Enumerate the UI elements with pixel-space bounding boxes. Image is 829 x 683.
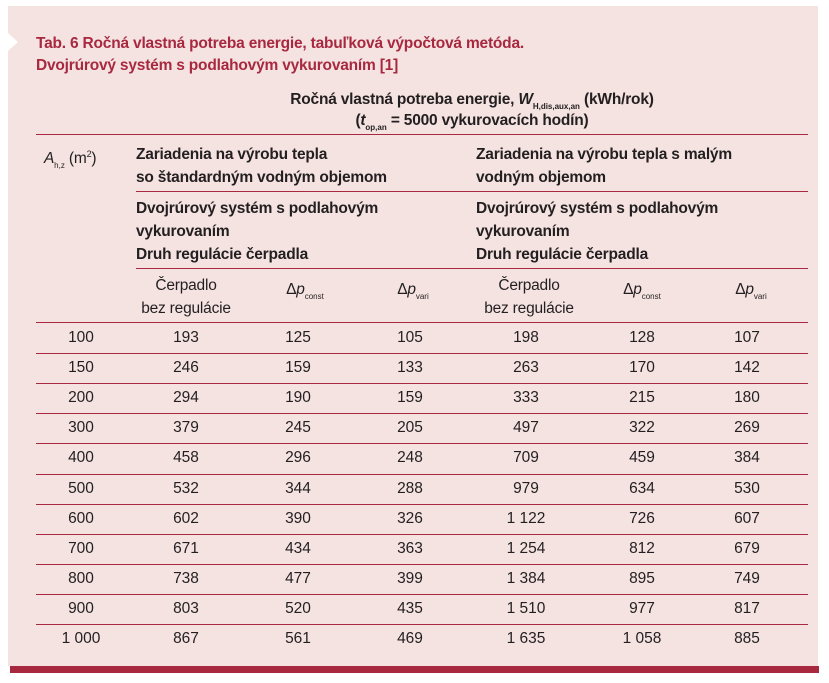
cell-pump-standard: 294 [173, 389, 199, 407]
cell-vari-standard: 435 [397, 599, 423, 617]
cell-pump-small: 497 [513, 419, 539, 437]
vari-sub: vari [415, 292, 429, 301]
cell-pump-small: 198 [513, 329, 539, 346]
caption-marker-icon [8, 33, 18, 51]
subtitle-symbol-sub: op,an [365, 123, 387, 132]
table-row [36, 594, 808, 624]
cell-pump-small: 1 122 [506, 509, 546, 527]
system-standard-line-3: Druh regulácie čerpadla [136, 246, 308, 263]
col-header-pump-standard [126, 274, 246, 320]
delta-symbol: Δ [735, 281, 746, 298]
group-rule [136, 191, 808, 192]
system-rule [136, 268, 808, 269]
delta-symbol: Δ [623, 281, 634, 298]
cell-const-standard: 477 [285, 569, 311, 587]
system-small-header [476, 197, 718, 266]
cell-vari-small: 530 [734, 479, 760, 497]
const-sub: const [304, 292, 324, 301]
cell-pump-standard: 671 [173, 539, 199, 557]
col-header-const-small [597, 278, 687, 308]
cell-pump-small: 709 [513, 449, 539, 467]
p-symbol: p [296, 281, 305, 298]
cell-area: 1 000 [61, 630, 101, 647]
cell-pump-standard: 193 [173, 329, 199, 346]
cell-vari-small: 384 [734, 449, 760, 467]
cell-vari-standard: 159 [397, 389, 423, 407]
cell-const-small: 977 [629, 599, 655, 617]
cell-vari-standard: 105 [397, 329, 423, 346]
cell-const-small: 459 [629, 449, 655, 467]
cell-pump-standard: 803 [173, 599, 199, 617]
cell-area: 900 [68, 599, 94, 617]
col-header-pump-small [469, 274, 589, 320]
col-header-vari-small [706, 278, 796, 308]
cell-vari-standard: 205 [397, 419, 423, 437]
area-symbol-sub: h,z [54, 161, 65, 171]
cell-area: 600 [68, 509, 94, 527]
col-pump-line-1: Čerpadlo [498, 277, 560, 294]
group-small-line-1: Zariadenia na výrobu tepla s malým [476, 146, 732, 163]
cell-vari-small: 679 [734, 539, 760, 557]
cell-pump-standard: 246 [173, 359, 199, 377]
subtitle-symbol: t [360, 112, 366, 129]
cell-const-standard: 520 [285, 599, 311, 617]
subtitle-open: ( [355, 112, 361, 129]
caption-line-1: Tab. 6 Ročná vlastná potreba energie, tabuľková výpočtová metóda. [36, 35, 524, 52]
cell-const-small: 1 058 [622, 630, 662, 647]
group-small-line-2: vodným objemom [476, 169, 606, 186]
cell-vari-small: 607 [734, 509, 760, 527]
table-row [36, 323, 808, 353]
table-row [36, 383, 808, 413]
delta-symbol: Δ [397, 281, 408, 298]
cell-const-standard: 245 [285, 419, 311, 437]
cell-area: 400 [68, 449, 94, 467]
cell-area: 200 [68, 389, 94, 407]
table-row [36, 504, 808, 534]
cell-const-small: 895 [629, 569, 655, 587]
area-symbol: A [44, 150, 55, 168]
cell-const-small: 812 [629, 539, 655, 557]
cell-const-standard: 344 [285, 479, 311, 497]
col-header-const-standard [260, 278, 350, 308]
cell-pump-small: 1 254 [506, 539, 546, 557]
subtitle-rest: = 5000 vykurovacích hodín) [386, 112, 589, 129]
system-small-line-2: vykurovaním [476, 223, 570, 240]
area-unit-sup: 2 [86, 149, 92, 159]
p-symbol: p [745, 281, 754, 298]
cell-vari-small: 817 [734, 599, 760, 617]
table-row [36, 443, 808, 473]
table-row [36, 564, 808, 594]
cell-const-standard: 125 [285, 329, 311, 346]
cell-vari-small: 269 [734, 419, 760, 437]
table-row [36, 624, 808, 654]
main-title-unit: (kWh/rok) [579, 91, 654, 108]
cell-pump-standard: 379 [173, 419, 199, 437]
delta-symbol: Δ [286, 281, 297, 298]
cell-pump-standard: 458 [173, 449, 199, 467]
area-unit: (m [64, 150, 87, 168]
cell-vari-small: 180 [734, 389, 760, 407]
cell-pump-standard: 738 [173, 569, 199, 587]
cell-const-small: 634 [629, 479, 655, 497]
cell-const-standard: 190 [285, 389, 311, 407]
cell-vari-standard: 248 [397, 449, 423, 467]
group-standard-line-2: so štandardným vodným objemom [136, 169, 387, 186]
cell-pump-standard: 532 [173, 479, 199, 497]
main-title-symbol-sub: H,dis,aux,an [532, 102, 580, 111]
area-unit-close: ) [91, 150, 97, 168]
cell-const-small: 726 [629, 509, 655, 527]
cell-area: 150 [68, 359, 94, 377]
caption-line-2: Dvojrúrový systém s podlahovým vykurovaním [1] [36, 57, 399, 74]
system-standard-line-1: Dvojrúrový systém s podlahovým [136, 200, 379, 217]
p-symbol: p [633, 281, 642, 298]
cell-vari-small: 749 [734, 569, 760, 587]
cell-vari-standard: 363 [397, 539, 423, 557]
cell-pump-standard: 602 [173, 509, 199, 527]
cell-const-standard: 561 [285, 630, 311, 647]
col-pump-line-1: Čerpadlo [155, 277, 217, 294]
cell-pump-small: 333 [513, 389, 539, 407]
p-symbol: p [407, 281, 416, 298]
cell-area: 800 [68, 569, 94, 587]
col-pump-line-2: bez regulácie [484, 300, 574, 317]
cell-pump-small: 979 [513, 479, 539, 497]
system-standard-line-2: vykurovaním [136, 223, 230, 240]
col-pump-line-2: bez regulácie [141, 300, 231, 317]
bottom-accent-bar [10, 666, 819, 673]
table-row [36, 474, 808, 504]
main-title-prefix: Ročná vlastná potreba energie, [290, 91, 519, 108]
cell-const-standard: 390 [285, 509, 311, 527]
cell-vari-standard: 288 [397, 479, 423, 497]
group-standard-header [136, 143, 387, 189]
cell-area: 500 [68, 479, 94, 497]
table-row [36, 353, 808, 383]
cell-const-standard: 159 [285, 359, 311, 377]
cell-area: 300 [68, 419, 94, 437]
vari-sub: vari [753, 292, 767, 301]
group-standard-line-1: Zariadenia na výrobu tepla [136, 146, 328, 163]
table-caption [36, 33, 524, 77]
cell-vari-small: 885 [734, 630, 760, 647]
cell-const-small: 170 [629, 359, 655, 377]
system-small-line-3: Druh regulácie čerpadla [476, 246, 648, 263]
col-header-vari-standard [368, 278, 458, 308]
group-small-header [476, 143, 732, 189]
table-row [36, 534, 808, 564]
system-small-line-1: Dvojrúrový systém s podlahovým [476, 200, 719, 217]
cell-area: 700 [68, 539, 94, 557]
cell-pump-standard: 867 [173, 630, 199, 647]
cell-pump-small: 1 510 [506, 599, 546, 617]
cell-area: 100 [68, 329, 94, 346]
cell-vari-standard: 133 [397, 359, 423, 377]
cell-vari-small: 107 [734, 329, 760, 346]
area-column-header [44, 143, 96, 177]
cell-const-standard: 296 [285, 449, 311, 467]
cell-pump-small: 263 [513, 359, 539, 377]
cell-pump-small: 1 384 [506, 569, 546, 587]
cell-vari-small: 142 [734, 359, 760, 377]
cell-const-standard: 434 [285, 539, 311, 557]
main-title-symbol: W [518, 91, 533, 108]
const-sub: const [641, 292, 661, 301]
cell-const-small: 128 [629, 329, 655, 346]
cell-const-small: 215 [629, 389, 655, 407]
system-standard-header [136, 197, 378, 266]
cell-const-small: 322 [629, 419, 655, 437]
cell-pump-small: 1 635 [506, 630, 546, 647]
table-row [36, 413, 808, 443]
cell-vari-standard: 326 [397, 509, 423, 527]
header-rule [36, 134, 808, 135]
cell-vari-standard: 399 [397, 569, 423, 587]
cell-vari-standard: 469 [397, 630, 423, 647]
